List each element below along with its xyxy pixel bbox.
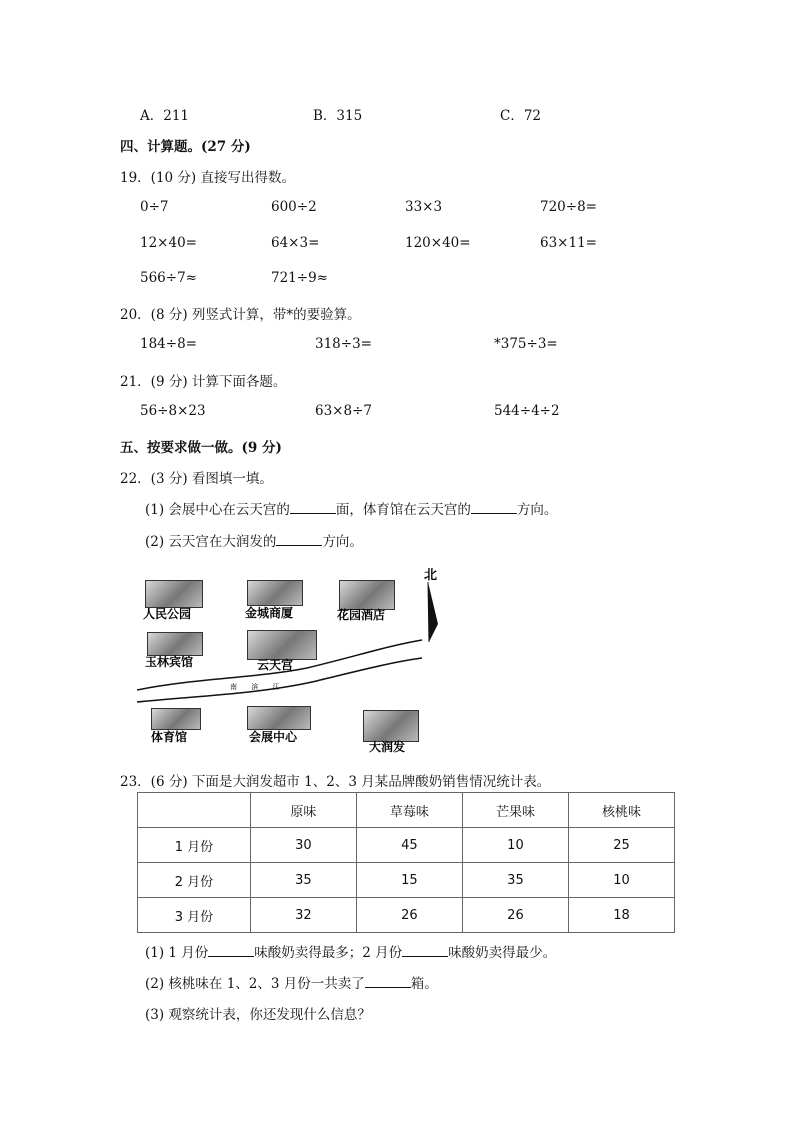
jincheng-mall-image: [247, 580, 303, 606]
q23-sub1: [145, 941, 556, 961]
stadium-image: [151, 708, 201, 730]
place-label: 人民公园: [143, 607, 192, 621]
table-row: [138, 898, 675, 933]
q23-sub2: [145, 972, 438, 992]
river-label: 南 滨 江: [230, 683, 286, 691]
place-label: 玉林宾馆: [145, 655, 194, 669]
table-header-cell: 核桃味: [568, 793, 674, 828]
q19-item: 64×3=: [271, 235, 320, 251]
q20-item: *375÷3=: [494, 336, 558, 352]
section-5-title: 五、按要求做一做。(9 分): [120, 440, 282, 456]
table-cell: 25: [568, 828, 674, 863]
q23-sub1-text: 味酸奶卖得最少。: [448, 945, 557, 961]
q20-title: 20．(8 分) 列竖式计算，带*的要验算。: [120, 307, 361, 323]
table-cell: 26: [356, 898, 462, 933]
table-cell: 26: [462, 898, 568, 933]
table-cell: 35: [250, 863, 356, 898]
q22-part1-text: (1) 会展中心在云天宫的: [145, 502, 290, 518]
table-header-cell: 草莓味: [356, 793, 462, 828]
table-cell: 45: [356, 828, 462, 863]
place-label: 会展中心: [249, 730, 298, 744]
answer-blank[interactable]: [208, 944, 254, 957]
place-label: 体育馆: [151, 730, 188, 744]
table-cell: 30: [250, 828, 356, 863]
table-cell: 18: [568, 898, 674, 933]
q22-part2-text: (2) 云天宫在大润发的: [145, 534, 277, 550]
section-4-title: 四、计算题。(27 分): [120, 139, 251, 155]
north-label: 北: [424, 568, 438, 583]
q21-title: 21．(9 分) 计算下面各题。: [120, 374, 287, 390]
choice-c: C．72: [500, 108, 542, 124]
table-header-cell: 芒果味: [462, 793, 568, 828]
table-header-cell: 原味: [250, 793, 356, 828]
q19-item: 566÷7≈: [140, 270, 197, 286]
q23-sub1-text: 味酸奶卖得最多；2 月份: [254, 945, 403, 961]
q20-item: 318÷3=: [315, 336, 372, 352]
q19-item: 600÷2: [271, 199, 317, 215]
answer-blank[interactable]: [276, 533, 322, 546]
place-label: 金城商厦: [245, 606, 294, 620]
table-cell: 1 月份: [138, 828, 251, 863]
q22-part1-text: 方向。: [516, 502, 558, 518]
north-arrow-icon: [428, 582, 438, 642]
table-cell: 10: [462, 828, 568, 863]
people-park-image: [145, 580, 203, 608]
table-cell: 2 月份: [138, 863, 251, 898]
q23-sub2-text: 箱。: [410, 976, 438, 992]
q23-sub3: (3) 观察统计表，你还发现什么信息？: [145, 1007, 371, 1023]
q19-item: 720÷8=: [540, 199, 597, 215]
place-label: 大润发: [369, 740, 406, 754]
exhibition-center-image: [247, 706, 311, 730]
q19-item: 63×11=: [540, 235, 597, 251]
q23-sub2-text: (2) 核桃味在 1、2、3 月份一共卖了: [145, 976, 365, 992]
table-cell: 10: [568, 863, 674, 898]
q19-item: 721÷9≈: [271, 270, 328, 286]
place-label: 花园酒店: [337, 608, 386, 622]
q19-title: 19．(10 分) 直接写出得数。: [120, 170, 295, 186]
sales-table: [137, 792, 675, 933]
q21-item: 63×8÷7: [315, 403, 372, 419]
q21-item: 56÷8×23: [140, 403, 206, 419]
answer-blank[interactable]: [402, 944, 448, 957]
table-cell: 15: [356, 863, 462, 898]
choice-b: B．315: [313, 108, 363, 124]
table-cell: 32: [250, 898, 356, 933]
q22-part1: [145, 498, 557, 518]
choice-a: A．211: [140, 108, 190, 124]
answer-blank[interactable]: [471, 501, 517, 514]
q19-item: 120×40=: [405, 235, 471, 251]
q22-part1-text: 面，体育馆在云天宫的: [335, 502, 471, 518]
place-label: 云天宫: [257, 658, 294, 672]
table-header-cell: [138, 793, 251, 828]
q22-title: 22．(3 分) 看图填一填。: [120, 471, 273, 487]
table-cell: 35: [462, 863, 568, 898]
answer-blank[interactable]: [290, 501, 336, 514]
direction-map: [137, 560, 447, 760]
q20-item: 184÷8=: [140, 336, 197, 352]
q23-sub1-text: (1) 1 月份: [145, 945, 209, 961]
q23-title: 23．(6 分) 下面是大润发超市 1、2、3 月某品牌酸奶销售情况统计表。: [120, 774, 551, 790]
q22-part2: [145, 530, 363, 550]
table-row: [138, 863, 675, 898]
table-cell: 3 月份: [138, 898, 251, 933]
table-header-row: [138, 793, 675, 828]
answer-blank[interactable]: [365, 975, 411, 988]
q19-item: 0÷7: [140, 199, 169, 215]
q21-item: 544÷4÷2: [494, 403, 560, 419]
q19-item: 12×40=: [140, 235, 197, 251]
table-row: [138, 828, 675, 863]
q19-item: 33×3: [405, 199, 443, 215]
q22-part2-text: 方向。: [322, 534, 363, 550]
